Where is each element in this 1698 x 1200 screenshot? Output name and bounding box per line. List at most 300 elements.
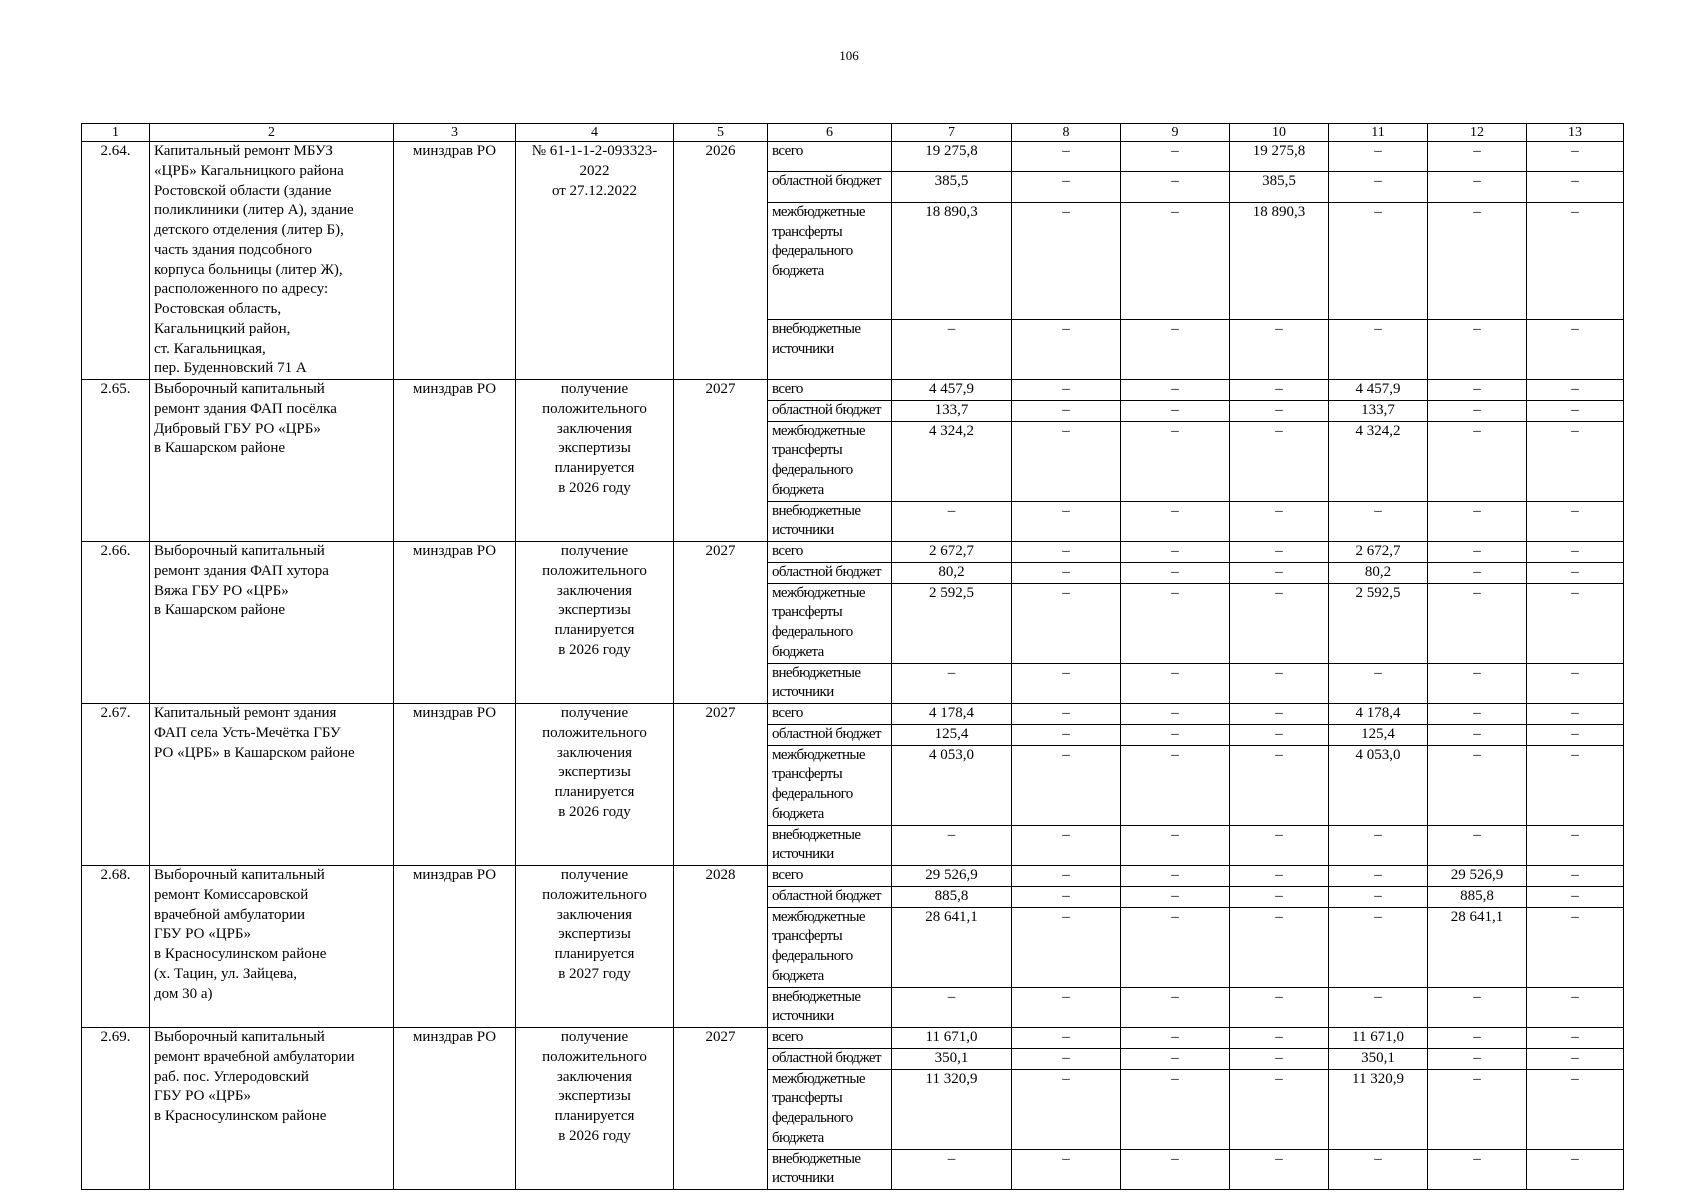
amount-cell: 28 641,1 bbox=[1428, 907, 1527, 987]
item-name-line: ГБУ РО «ЦРБ» bbox=[154, 926, 252, 943]
funding-source-line: областной бюджет bbox=[772, 173, 881, 190]
amount-cell: 80,2 bbox=[892, 562, 1012, 583]
amount-cell: – bbox=[1527, 745, 1624, 825]
expertise-info-line: экспертизы bbox=[558, 440, 631, 457]
item-name-line: в Кашарском районе bbox=[154, 440, 286, 457]
amount-cell: – bbox=[1428, 562, 1527, 583]
funding-source bbox=[768, 704, 892, 725]
amount-cell: – bbox=[1012, 1028, 1121, 1049]
amount-cell: – bbox=[1012, 501, 1121, 542]
amount-cell: – bbox=[1012, 745, 1121, 825]
completion-year: 2027 bbox=[674, 704, 768, 866]
funding-source-line: трансферты bbox=[772, 766, 843, 783]
column-header-4: 4 bbox=[516, 124, 674, 142]
amount-cell: – bbox=[1121, 886, 1230, 907]
amount-cell: – bbox=[1012, 704, 1121, 725]
table-row bbox=[82, 866, 1624, 887]
funding-source-line: областной бюджет bbox=[772, 563, 881, 580]
funding-source-line: федерального bbox=[772, 1110, 853, 1126]
amount-cell: – bbox=[1121, 1069, 1230, 1149]
funding-source bbox=[768, 142, 892, 172]
amount-cell: – bbox=[892, 1149, 1012, 1190]
amount-cell: 885,8 bbox=[1428, 886, 1527, 907]
amount-cell: – bbox=[1527, 1028, 1624, 1049]
amount-cell: – bbox=[1230, 421, 1329, 501]
item-name bbox=[150, 542, 394, 704]
budget-table bbox=[81, 123, 1624, 1190]
amount-cell: – bbox=[1527, 866, 1624, 887]
amount-cell: – bbox=[1527, 400, 1624, 421]
amount-cell: – bbox=[1428, 501, 1527, 542]
amount-cell: 4 178,4 bbox=[892, 704, 1012, 725]
funding-source bbox=[768, 663, 892, 704]
amount-cell: – bbox=[1121, 745, 1230, 825]
completion-year: 2027 bbox=[674, 542, 768, 704]
amount-cell: – bbox=[892, 663, 1012, 704]
amount-cell: – bbox=[1012, 172, 1121, 202]
expertise-info-line: заключения bbox=[556, 906, 633, 923]
amount-cell: – bbox=[1012, 987, 1121, 1028]
table-row bbox=[82, 542, 1624, 563]
expertise-info-line: экспертизы bbox=[558, 764, 631, 781]
funding-source-line: всего bbox=[772, 1029, 803, 1045]
amount-cell: 4 178,4 bbox=[1329, 704, 1428, 725]
funding-source bbox=[768, 825, 892, 866]
funding-source bbox=[768, 380, 892, 401]
amount-cell: – bbox=[892, 987, 1012, 1028]
amount-cell: – bbox=[1230, 704, 1329, 725]
funding-source-line: источники bbox=[772, 522, 834, 539]
funding-source-line: федерального bbox=[772, 624, 853, 640]
amount-cell: 2 592,5 bbox=[1329, 583, 1428, 663]
page-number: 106 bbox=[839, 48, 859, 63]
amount-cell: – bbox=[1527, 1048, 1624, 1069]
item-name-line: Выборочный капитальный bbox=[154, 381, 325, 397]
column-header-9: 9 bbox=[1121, 124, 1230, 142]
amount-cell: – bbox=[1012, 583, 1121, 663]
amount-cell: – bbox=[1428, 421, 1527, 501]
funding-source-line: всего bbox=[772, 543, 803, 559]
amount-cell: – bbox=[1428, 172, 1527, 202]
funding-source-line: источники bbox=[772, 1008, 834, 1025]
amount-cell: – bbox=[1428, 583, 1527, 663]
amount-cell: – bbox=[1012, 562, 1121, 583]
funding-source-line: межбюджетные bbox=[772, 1070, 865, 1087]
amount-cell: – bbox=[1121, 202, 1230, 320]
funding-source-line: областной бюджет bbox=[772, 725, 881, 742]
amount-cell: – bbox=[1428, 1028, 1527, 1049]
amount-cell: 19 275,8 bbox=[892, 142, 1012, 172]
amount-cell: – bbox=[1121, 400, 1230, 421]
funding-source-line: бюджета bbox=[772, 643, 824, 660]
amount-cell: 28 641,1 bbox=[892, 907, 1012, 987]
amount-cell: – bbox=[1329, 1149, 1428, 1190]
amount-cell: 29 526,9 bbox=[1428, 866, 1527, 887]
amount-cell: – bbox=[1527, 825, 1624, 866]
expertise-info-line: в 2027 году bbox=[558, 965, 631, 982]
amount-cell: – bbox=[1329, 501, 1428, 542]
funding-source bbox=[768, 421, 892, 501]
completion-year: 2027 bbox=[674, 1028, 768, 1190]
expertise-info-line: планируется bbox=[554, 622, 635, 638]
amount-cell: 385,5 bbox=[1230, 172, 1329, 202]
expertise-info-line: в 2026 году bbox=[558, 803, 631, 820]
column-header-13: 13 bbox=[1527, 124, 1624, 142]
amount-cell: – bbox=[1121, 583, 1230, 663]
amount-cell: 11 671,0 bbox=[892, 1028, 1012, 1049]
column-header-12: 12 bbox=[1428, 124, 1527, 142]
item-name-line: Выборочный капитальный bbox=[154, 1029, 325, 1045]
amount-cell: – bbox=[1012, 663, 1121, 704]
column-header-10: 10 bbox=[1230, 124, 1329, 142]
expertise-info-line: планируется bbox=[554, 1108, 635, 1124]
item-name-line: Дибровый ГБУ РО «ЦРБ» bbox=[154, 420, 321, 437]
item-name-line: ремонт врачебной амбулатории bbox=[154, 1048, 355, 1065]
expertise-info bbox=[516, 380, 674, 542]
responsible-authority: минздрав РО bbox=[394, 1028, 516, 1190]
amount-cell: – bbox=[1230, 987, 1329, 1028]
amount-cell: – bbox=[1012, 1069, 1121, 1149]
amount-cell: – bbox=[892, 825, 1012, 866]
amount-cell: – bbox=[1428, 1069, 1527, 1149]
item-number: 2.67. bbox=[82, 704, 150, 866]
expertise-info-line: положительного bbox=[542, 400, 647, 417]
expertise-info-line: получение bbox=[560, 867, 629, 883]
amount-cell: 125,4 bbox=[892, 724, 1012, 745]
amount-cell: – bbox=[1527, 987, 1624, 1028]
amount-cell: – bbox=[1329, 320, 1428, 380]
amount-cell: – bbox=[1527, 421, 1624, 501]
expertise-info-line: получение bbox=[560, 1029, 629, 1045]
funding-source-line: трансферты bbox=[772, 928, 843, 945]
item-name-line: Выборочный капитальный bbox=[154, 867, 325, 883]
funding-source-line: источники bbox=[772, 846, 834, 863]
responsible-authority: минздрав РО bbox=[394, 704, 516, 866]
amount-cell: 350,1 bbox=[1329, 1048, 1428, 1069]
amount-cell: 29 526,9 bbox=[892, 866, 1012, 887]
item-number: 2.68. bbox=[82, 866, 150, 1028]
item-name bbox=[150, 704, 394, 866]
funding-source-line: межбюджетные bbox=[772, 584, 865, 601]
expertise-info-line: № 61-1-1-2-093323- bbox=[531, 143, 658, 159]
amount-cell: – bbox=[1012, 400, 1121, 421]
funding-source-line: федерального bbox=[772, 786, 853, 802]
amount-cell: – bbox=[1230, 1048, 1329, 1069]
funding-source bbox=[768, 745, 892, 825]
amount-cell: 350,1 bbox=[892, 1048, 1012, 1069]
column-header-7: 7 bbox=[892, 124, 1012, 142]
amount-cell: 133,7 bbox=[892, 400, 1012, 421]
column-header-2: 2 bbox=[150, 124, 394, 142]
amount-cell: – bbox=[1527, 704, 1624, 725]
expertise-info-line: планируется bbox=[554, 460, 635, 476]
amount-cell: 11 320,9 bbox=[892, 1069, 1012, 1149]
item-name-line: расположенного по адресу: bbox=[154, 281, 329, 298]
amount-cell: – bbox=[1428, 380, 1527, 401]
expertise-info-line: планируется bbox=[554, 784, 635, 800]
expertise-info-line: положительного bbox=[542, 562, 647, 579]
amount-cell: – bbox=[1121, 421, 1230, 501]
responsible-authority: минздрав РО bbox=[394, 142, 516, 380]
funding-source bbox=[768, 886, 892, 907]
funding-source-line: внебюджетные bbox=[772, 664, 861, 681]
amount-cell: – bbox=[1428, 142, 1527, 172]
funding-source-line: федерального bbox=[772, 243, 853, 260]
amount-cell: 133,7 bbox=[1329, 400, 1428, 421]
amount-cell: 125,4 bbox=[1329, 724, 1428, 745]
expertise-info bbox=[516, 866, 674, 1028]
amount-cell: – bbox=[1121, 1028, 1230, 1049]
amount-cell: – bbox=[1121, 380, 1230, 401]
amount-cell: – bbox=[1428, 663, 1527, 704]
expertise-info-line: заключения bbox=[556, 582, 633, 599]
expertise-info-line: планируется bbox=[554, 946, 635, 962]
funding-source-line: бюджета bbox=[772, 967, 824, 984]
item-name-line: корпуса больницы (литер Ж), bbox=[154, 261, 343, 278]
item-name-line: ГБУ РО «ЦРБ» bbox=[154, 1088, 252, 1105]
item-number: 2.66. bbox=[82, 542, 150, 704]
item-name bbox=[150, 1028, 394, 1190]
item-name-line: часть здания подсобного bbox=[154, 241, 312, 258]
amount-cell: – bbox=[1012, 724, 1121, 745]
completion-year: 2028 bbox=[674, 866, 768, 1028]
funding-source-line: бюджета bbox=[772, 481, 824, 498]
item-name-line: Кагальницкий район, bbox=[154, 320, 291, 337]
funding-source bbox=[768, 1028, 892, 1049]
funding-source-line: источники bbox=[772, 684, 834, 701]
amount-cell: – bbox=[1230, 400, 1329, 421]
table-row bbox=[82, 142, 1624, 172]
amount-cell: – bbox=[1230, 663, 1329, 704]
amount-cell: – bbox=[1121, 1149, 1230, 1190]
expertise-info-line: положительного bbox=[542, 724, 647, 741]
expertise-info bbox=[516, 704, 674, 866]
amount-cell: – bbox=[1527, 380, 1624, 401]
amount-cell: – bbox=[1527, 501, 1624, 542]
amount-cell: – bbox=[1428, 542, 1527, 563]
amount-cell: – bbox=[1230, 542, 1329, 563]
funding-source-line: трансферты bbox=[772, 604, 843, 621]
item-name-line: в Красносулинском районе bbox=[154, 1108, 327, 1124]
funding-source bbox=[768, 562, 892, 583]
funding-source-line: трансферты bbox=[772, 1090, 843, 1107]
funding-source-line: источники bbox=[772, 1170, 834, 1187]
amount-cell: – bbox=[1428, 724, 1527, 745]
amount-cell: – bbox=[1230, 583, 1329, 663]
funding-source-line: федерального bbox=[772, 462, 853, 478]
amount-cell: – bbox=[1121, 1048, 1230, 1069]
completion-year: 2027 bbox=[674, 380, 768, 542]
funding-source-line: межбюджетные bbox=[772, 422, 865, 439]
amount-cell: 18 890,3 bbox=[1230, 202, 1329, 320]
column-header-8: 8 bbox=[1012, 124, 1121, 142]
item-name-line: поликлиники (литер А), здание bbox=[154, 202, 354, 219]
funding-source-line: всего bbox=[772, 143, 803, 159]
item-name-line: врачебной амбулатории bbox=[154, 906, 305, 923]
funding-source-line: областной бюджет bbox=[772, 1049, 881, 1066]
funding-source-line: областной бюджет bbox=[772, 887, 881, 904]
amount-cell: – bbox=[1428, 202, 1527, 320]
amount-cell: – bbox=[1428, 1149, 1527, 1190]
expertise-info-line: заключения bbox=[556, 744, 633, 761]
amount-cell: – bbox=[1012, 142, 1121, 172]
amount-cell: – bbox=[1230, 907, 1329, 987]
column-header-5: 5 bbox=[674, 124, 768, 142]
amount-cell: – bbox=[1329, 172, 1428, 202]
expertise-info-line: положительного bbox=[542, 886, 647, 903]
responsible-authority: минздрав РО bbox=[394, 380, 516, 542]
item-name-line: Выборочный капитальный bbox=[154, 543, 325, 559]
funding-source-line: трансферты bbox=[772, 442, 843, 459]
amount-cell: – bbox=[1230, 320, 1329, 380]
amount-cell: – bbox=[1012, 1149, 1121, 1190]
funding-source-line: федерального bbox=[772, 948, 853, 964]
amount-cell: – bbox=[1428, 1048, 1527, 1069]
amount-cell: – bbox=[1329, 987, 1428, 1028]
amount-cell: – bbox=[1121, 562, 1230, 583]
item-name bbox=[150, 866, 394, 1028]
amount-cell: – bbox=[1329, 886, 1428, 907]
amount-cell: – bbox=[1230, 745, 1329, 825]
item-name-line: Капитальный ремонт МБУЗ bbox=[154, 143, 333, 159]
amount-cell: – bbox=[1329, 825, 1428, 866]
expertise-info bbox=[516, 542, 674, 704]
expertise-info-line: заключения bbox=[556, 420, 633, 437]
funding-source-line: внебюджетные bbox=[772, 826, 861, 843]
amount-cell: 2 672,7 bbox=[1329, 542, 1428, 563]
amount-cell: 2 672,7 bbox=[892, 542, 1012, 563]
amount-cell: – bbox=[1012, 886, 1121, 907]
expertise-info-line: получение bbox=[560, 381, 629, 397]
expertise-info bbox=[516, 1028, 674, 1190]
item-name-line: пер. Буденновский 71 А bbox=[154, 360, 307, 377]
item-name-line: дом 30 а) bbox=[154, 985, 213, 1002]
amount-cell: – bbox=[1121, 320, 1230, 380]
item-name-line: Ростовской области (здание bbox=[154, 182, 332, 199]
amount-cell: – bbox=[1527, 724, 1624, 745]
amount-cell: – bbox=[1012, 825, 1121, 866]
expertise-info bbox=[516, 142, 674, 380]
amount-cell: – bbox=[1428, 745, 1527, 825]
amount-cell: – bbox=[1121, 142, 1230, 172]
funding-source-line: источники bbox=[772, 341, 834, 358]
item-name bbox=[150, 380, 394, 542]
item-number: 2.64. bbox=[82, 142, 150, 380]
amount-cell: 18 890,3 bbox=[892, 202, 1012, 320]
funding-source-line: бюджета bbox=[772, 1129, 824, 1146]
expertise-info-line: экспертизы bbox=[558, 926, 631, 943]
amount-cell: – bbox=[1230, 501, 1329, 542]
funding-source-line: всего bbox=[772, 381, 803, 397]
amount-cell: 19 275,8 bbox=[1230, 142, 1329, 172]
amount-cell: – bbox=[1527, 663, 1624, 704]
amount-cell: – bbox=[1428, 987, 1527, 1028]
item-name-line: ремонт здания ФАП хутора bbox=[154, 562, 329, 579]
expertise-info-line: в 2026 году bbox=[558, 479, 631, 496]
funding-source-line: всего bbox=[772, 867, 803, 883]
column-header-3: 3 bbox=[394, 124, 516, 142]
amount-cell: – bbox=[1230, 866, 1329, 887]
funding-source bbox=[768, 1069, 892, 1149]
amount-cell: – bbox=[1527, 886, 1624, 907]
amount-cell: – bbox=[1121, 907, 1230, 987]
amount-cell: – bbox=[1527, 562, 1624, 583]
amount-cell: – bbox=[1121, 172, 1230, 202]
amount-cell: – bbox=[1428, 825, 1527, 866]
funding-source bbox=[768, 866, 892, 887]
amount-cell: – bbox=[1527, 1149, 1624, 1190]
responsible-authority: минздрав РО bbox=[394, 866, 516, 1028]
item-name-line: ремонт Комиссаровской bbox=[154, 886, 309, 903]
amount-cell: – bbox=[1527, 907, 1624, 987]
funding-source-line: бюджета bbox=[772, 805, 824, 822]
amount-cell: – bbox=[1428, 320, 1527, 380]
funding-source-line: бюджета bbox=[772, 263, 824, 280]
amount-cell: – bbox=[1230, 1149, 1329, 1190]
amount-cell: – bbox=[1527, 542, 1624, 563]
item-name-line: в Кашарском районе bbox=[154, 602, 286, 619]
funding-source bbox=[768, 1149, 892, 1190]
amount-cell: 11 320,9 bbox=[1329, 1069, 1428, 1149]
funding-source bbox=[768, 907, 892, 987]
amount-cell: – bbox=[1527, 142, 1624, 172]
amount-cell: – bbox=[1012, 380, 1121, 401]
funding-source-line: всего bbox=[772, 705, 803, 721]
funding-source-line: межбюджетные bbox=[772, 746, 865, 763]
funding-source-line: внебюджетные bbox=[772, 321, 861, 338]
amount-cell: – bbox=[1230, 825, 1329, 866]
item-name-line: детского отделения (литер Б), bbox=[154, 222, 344, 238]
responsible-authority: минздрав РО bbox=[394, 542, 516, 704]
amount-cell: – bbox=[1527, 172, 1624, 202]
table-body bbox=[82, 142, 1624, 1190]
amount-cell: – bbox=[1329, 663, 1428, 704]
amount-cell: – bbox=[1121, 663, 1230, 704]
funding-source bbox=[768, 202, 892, 320]
amount-cell: – bbox=[1527, 320, 1624, 380]
funding-source bbox=[768, 724, 892, 745]
amount-cell: – bbox=[1121, 866, 1230, 887]
amount-cell: – bbox=[1527, 202, 1624, 320]
amount-cell: – bbox=[1230, 1028, 1329, 1049]
funding-source-line: внебюджетные bbox=[772, 988, 861, 1005]
expertise-info-line: экспертизы bbox=[558, 602, 631, 619]
amount-cell: – bbox=[892, 501, 1012, 542]
item-name-line: Ростовская область, bbox=[154, 301, 282, 317]
amount-cell: – bbox=[1121, 987, 1230, 1028]
amount-cell: – bbox=[1121, 704, 1230, 725]
funding-source-line: внебюджетные bbox=[772, 1150, 861, 1167]
amount-cell: – bbox=[1012, 421, 1121, 501]
funding-source bbox=[768, 172, 892, 202]
table-row bbox=[82, 704, 1624, 725]
amount-cell: – bbox=[1012, 1048, 1121, 1069]
expertise-info-line: в 2026 году bbox=[558, 641, 631, 658]
amount-cell: – bbox=[1329, 142, 1428, 172]
item-name-line: ФАП села Усть-Мечётка ГБУ bbox=[154, 724, 341, 741]
amount-cell: – bbox=[1329, 866, 1428, 887]
expertise-info-line: заключения bbox=[556, 1068, 633, 1085]
amount-cell: 4 053,0 bbox=[892, 745, 1012, 825]
item-name-line: Капитальный ремонт здания bbox=[154, 705, 337, 721]
column-header-11: 11 bbox=[1329, 124, 1428, 142]
expertise-info-line: 2022 bbox=[579, 162, 610, 179]
amount-cell: – bbox=[1527, 583, 1624, 663]
completion-year: 2026 bbox=[674, 142, 768, 380]
funding-source-line: межбюджетные bbox=[772, 908, 865, 925]
amount-cell: 4 457,9 bbox=[892, 380, 1012, 401]
expertise-info-line: в 2026 году bbox=[558, 1127, 631, 1144]
